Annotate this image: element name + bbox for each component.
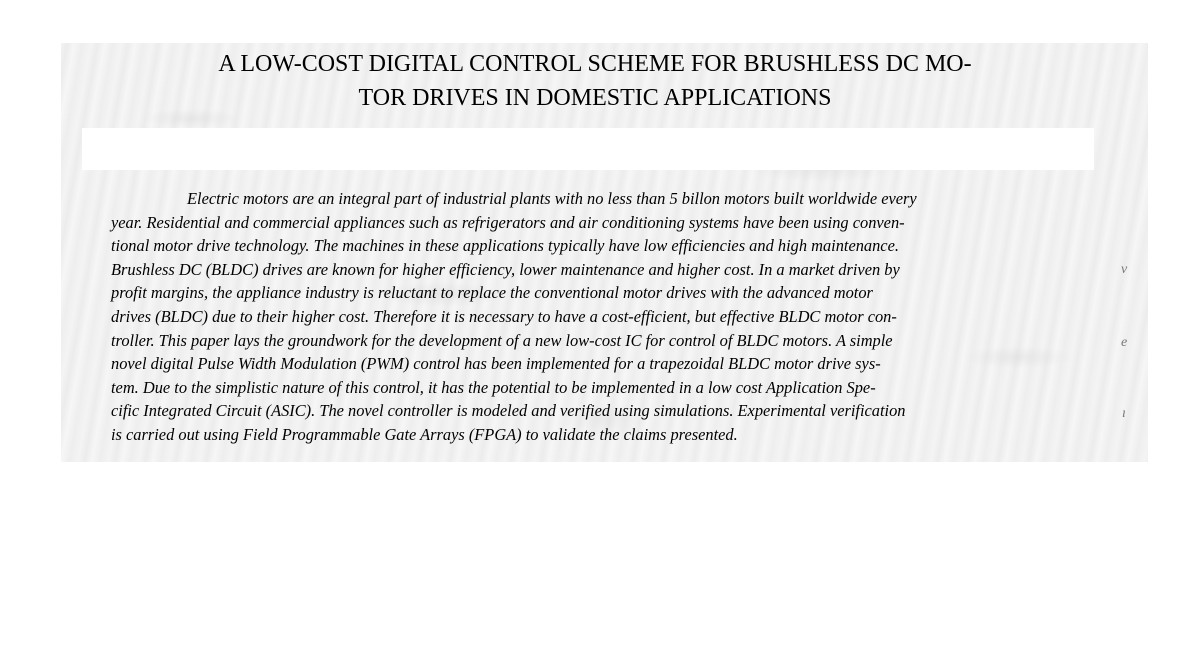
abstract-line: Brushless DC (BLDC) drives are known for higher efficiency, lower maintenance and higher cost. In a market driven by bbox=[111, 259, 900, 279]
blank-band bbox=[82, 128, 1094, 170]
edge-glyph: v bbox=[1121, 262, 1128, 277]
paper-title bbox=[80, 47, 1110, 115]
edge-glyph: e bbox=[1121, 335, 1128, 350]
abstract-line: year. Residential and commercial appliances such as refrigerators and air conditioning systems have been using conven- bbox=[111, 212, 905, 232]
abstract-line: Electric motors are an integral part of industrial plants with no less than 5 billon motors built worldwide every bbox=[187, 189, 917, 208]
abstract-line: novel digital Pulse Width Modulation (PWM) control has been implemented for a trapezoidal BLDC motor drive sys- bbox=[111, 354, 881, 374]
abstract-line: cific Integrated Circuit (ASIC). The novel controller is modeled and verified using simulations. Experimental verification bbox=[111, 401, 906, 421]
abstract-line: tional motor drive technology. The machines in these applications typically have low efficiencies and high maintenance. bbox=[111, 236, 899, 256]
title-line-2: TOR DRIVES IN DOMESTIC APPLICATIONS bbox=[358, 85, 832, 111]
abstract-line: profit margins, the appliance industry is reluctant to replace the conventional motor drives with the advanced motor bbox=[111, 283, 873, 303]
abstract-line: tem. Due to the simplistic nature of this control, it has the potential to be implemented in a low cost Application Spe- bbox=[111, 377, 876, 397]
abstract-line: drives (BLDC) due to their higher cost. Therefore it is necessary to have a cost-efficient, but effective BLDC motor con- bbox=[111, 306, 897, 326]
edge-glyph: ı bbox=[1122, 406, 1126, 421]
abstract-line: troller. This paper lays the groundwork for the development of a new low-cost IC for control of BLDC motors. A simple bbox=[111, 330, 893, 350]
abstract-paragraph bbox=[111, 187, 1111, 447]
abstract-line: is carried out using Field Programmable Gate Arrays (FPGA) to validate the claims presented. bbox=[111, 424, 738, 444]
title-line-1: A LOW-COST DIGITAL CONTROL SCHEME FOR BRUSHLESS DC MO- bbox=[218, 51, 972, 77]
